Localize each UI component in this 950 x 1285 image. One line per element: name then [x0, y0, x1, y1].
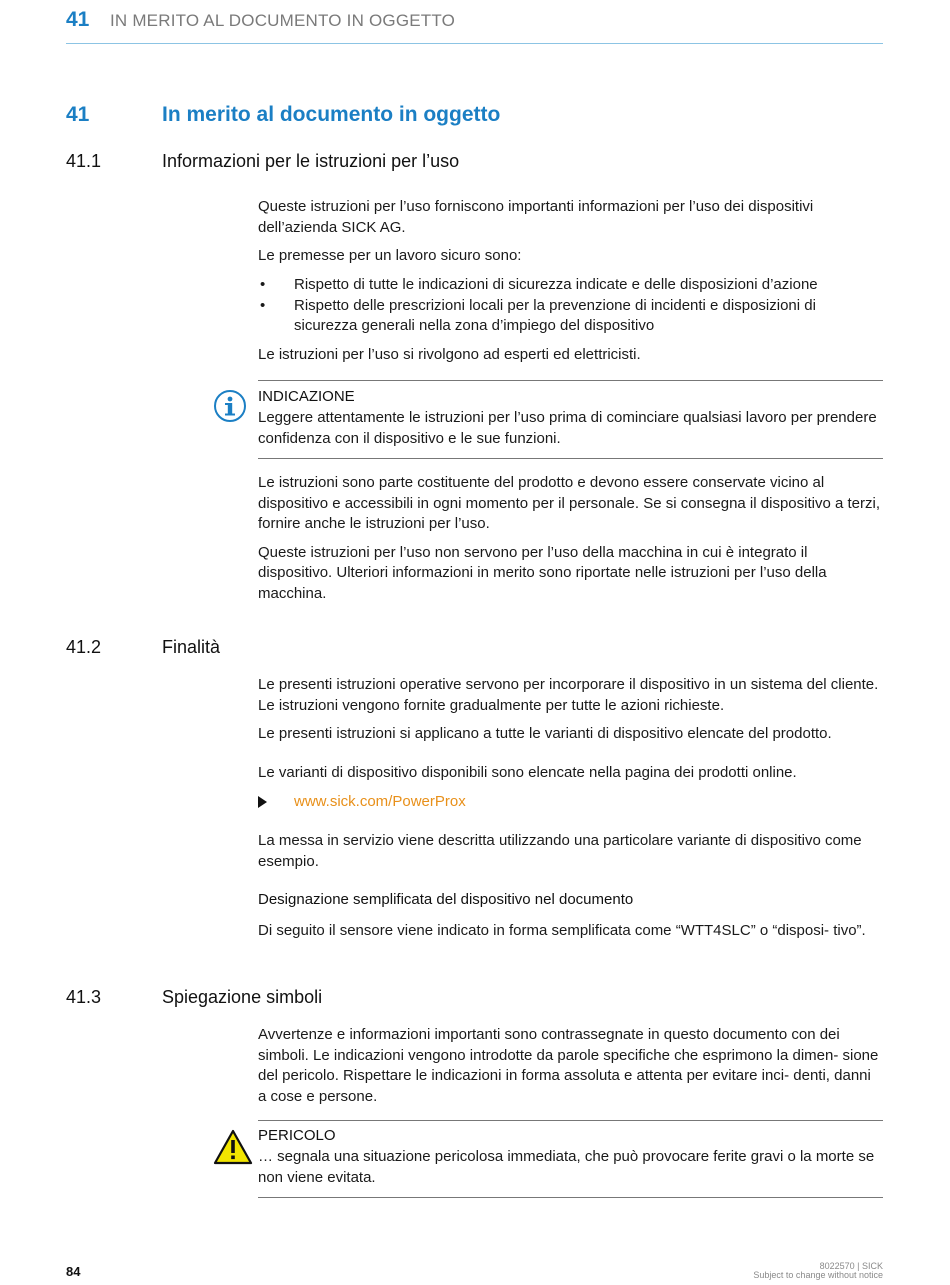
- info-icon: [213, 389, 247, 423]
- doc-reference: 8022570 | SICK: [819, 1261, 883, 1271]
- section-title: Finalità: [162, 637, 221, 657]
- section-title: Informazioni per le istruzioni per l’uso: [162, 151, 460, 171]
- chapter-number: 41: [66, 103, 90, 126]
- paragraph: Queste istruzioni per l’uso non servono per l’uso della macchina in cui è integrato il dispositivo. Ulteriori informazioni in merito sono riportate nelle istruzioni per l’uso della macchina.: [258, 543, 827, 602]
- section-number: 41.1: [66, 151, 102, 171]
- warning-triangle-icon: [213, 1129, 253, 1165]
- section-number: 41.3: [66, 987, 102, 1007]
- note-text: Leggere attentamente le istruzioni per l’uso prima di cominciare qualsiasi lavoro per prendere confidenza con il dispositivo e le sue funzioni.: [258, 409, 877, 447]
- product-link[interactable]: www.sick.com/PowerProx: [294, 793, 466, 810]
- page-number: 84: [66, 1264, 81, 1279]
- warning-bottom-rule: [258, 1197, 883, 1198]
- paragraph: Le varianti di dispositivo disponibili sono elencate nella pagina dei prodotti online.: [258, 764, 797, 781]
- change-disclaimer: Subject to change without notice: [753, 1270, 883, 1280]
- paragraph: Le presenti istruzioni operative servono per incorporare il dispositivo in un sistema del cliente. Le istruzioni vengono fornite gradualmente per tutte le azioni richieste.: [258, 676, 879, 714]
- paragraph: Di seguito il sensore viene indicato in forma semplificata come “WTT4SLC” o “disposi- tivo”.: [258, 922, 866, 939]
- paragraph: Le premesse per un lavoro sicuro sono:: [258, 247, 522, 264]
- paragraph: Le istruzioni sono parte costituente del prodotto e devono essere conservate vicino al dispositivo e accessibili in ogni momento per il personale. Se si consegna il dispositivo a terzi, fornire anche le istruzioni per l’uso.: [258, 474, 880, 532]
- section-number: 41.2: [66, 637, 102, 657]
- arrow-right-icon: [258, 796, 267, 808]
- note-label: INDICAZIONE: [258, 388, 355, 405]
- subheading: Designazione semplificata del dispositivo nel documento: [258, 891, 634, 908]
- list-item: • Rispetto delle prescrizioni locali per la prevenzione di incidenti e disposizioni di sicurezza generali nella zona d’impiego del dispositivo: [260, 296, 816, 334]
- paragraph: Le istruzioni per l’uso si rivolgono ad esperti ed elettricisti.: [258, 346, 641, 363]
- warning-top-rule: [258, 1120, 883, 1121]
- header-chapter-title: IN MERITO AL DOCUMENTO IN OGGETTO: [110, 11, 456, 30]
- warning-label: PERICOLO: [258, 1127, 336, 1144]
- list-item: • Rispetto di tutte le indicazioni di sicurezza indicate e delle disposizioni d’azione: [260, 276, 818, 293]
- paragraph: La messa in servizio viene descritta utilizzando una particolare variante di dispositivo come esempio.: [258, 832, 862, 870]
- paragraph: Avvertenze e informazioni importanti sono contrassegnate in questo documento con dei simboli. Le indicazioni vengono introdotte da parole specifiche che esprimono la dimen- sione del pericolo. Rispettare le indicazioni in forma assoluta e attenta per evitare inci- denti, danni a cose e persone.: [258, 1026, 879, 1105]
- paragraph: Queste istruzioni per l’uso forniscono importanti informazioni per l’uso dei dispositivi dell’azienda SICK AG.: [258, 198, 814, 236]
- footer-meta: [753, 1262, 883, 1280]
- warning-text: … segnala una situazione pericolosa immediata, che può provocare ferite gravi o la morte se non viene evitata.: [258, 1148, 875, 1186]
- bullet-list: [258, 275, 883, 337]
- note-bottom-rule: [258, 458, 883, 459]
- note-top-rule: [258, 380, 883, 381]
- section-title: Spiegazione simboli: [162, 987, 323, 1007]
- chapter-title: In merito al documento in oggetto: [162, 103, 501, 126]
- header-chapter-number: 41: [66, 8, 90, 31]
- header-divider: [66, 43, 883, 44]
- paragraph: Le presenti istruzioni si applicano a tutte le varianti di dispositivo elencate del prodotto.: [258, 725, 832, 742]
